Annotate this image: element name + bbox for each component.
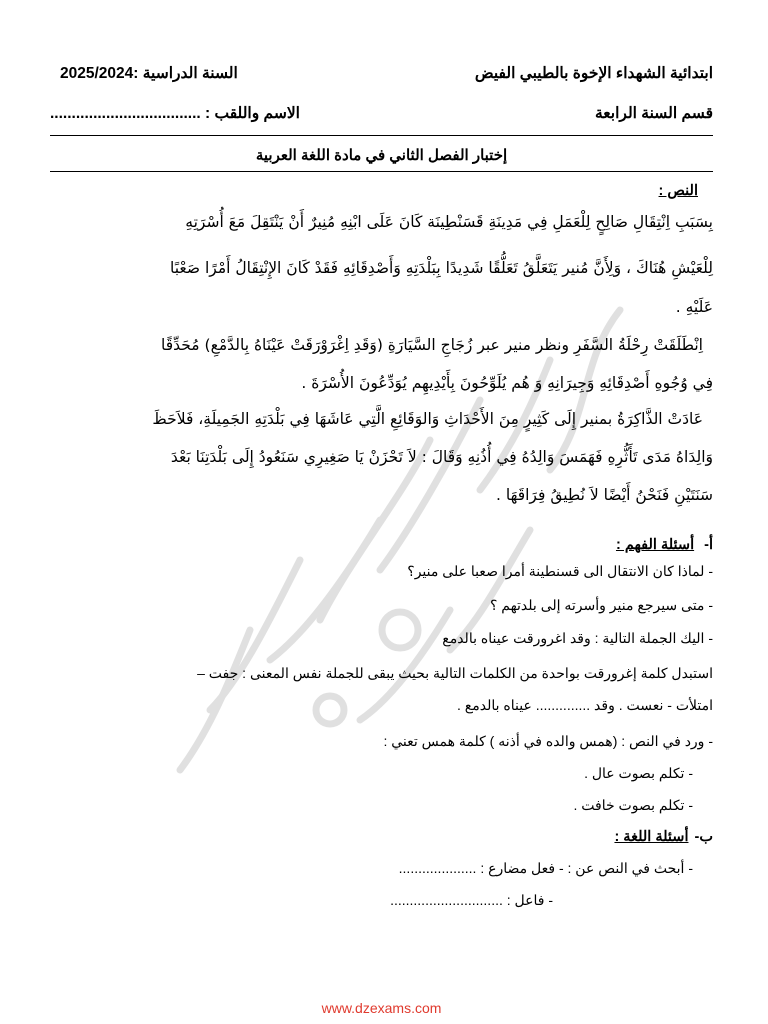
- language-header: [614, 829, 713, 845]
- text-line-4: اِنْطَلَقَتْ رِحْلَةُ السَّفَرِ ونظر منير عبر زُجَاجِ السَّيَارَةِ (وَقَدِ اِغْرَوْرَقَتْ عَيْنَاهُ بِالدَّمْعِ) مُحَدِّقًا: [161, 336, 703, 354]
- text-line-2: لِلْعَيْشِ هُنَاكَ ، وَلِأَنَّ مُنير يَتَعَلَّقُ تَعَلُّقًا شَدِيدًا بِبَلْدَتِهِ وَأَصْدِقَائِهِ فَقَدْ كَانَ الإِنْتِقَالُ أَمْرًا صَعْبًا: [170, 259, 713, 277]
- comprehension-option-1: - تكلم بصوت عال .: [584, 765, 693, 781]
- comprehension-question-4: - ورد في النص : (همس والده في أذنه ) كلمة همس تعني :: [383, 733, 713, 749]
- text-line-5: فِي وُجُوهِ أَصْدِقَائِهِ وَجِيرَانِهِ وَ هُم يُلَوِّحُونَ بِأَيْدِيهِم يُوَدِّعُونَ الأُسْرَةَ .: [301, 374, 713, 392]
- comprehension-question-3-instruction: استبدل كلمة إغرورقت بواحدة من الكلمات التالية بحيث يبقى للجملة نفس المعنى : جفت –: [197, 665, 713, 681]
- language-question-1: - أبحث في النص عن : - فعل مضارع : ....................: [398, 860, 693, 876]
- comprehension-heading: أسئلة الفهم :: [615, 537, 695, 553]
- comprehension-header: [616, 537, 713, 553]
- comprehension-question-1: - لماذا كان الانتقال الى قسنطينة أمرا صعبا على منير؟: [407, 563, 713, 579]
- comprehension-question-2: - متى سيرجع منير وأسرته إلى بلدتهم ؟: [489, 597, 713, 613]
- comprehension-option-2: - تكلم بصوت خافت .: [573, 797, 693, 813]
- language-heading: أسئلة اللغة :: [614, 829, 689, 845]
- class-label: قسم السنة الرابعة: [595, 105, 713, 122]
- footer-link[interactable]: www.dzexams.com: [321, 1000, 442, 1016]
- comprehension-question-3-options: امتلأت - نعست . وقد .............. عيناه بالدمع .: [457, 697, 713, 713]
- divider-bottom: [50, 171, 713, 172]
- language-question-2: - فاعل : .............................: [390, 892, 553, 908]
- text-line-8: سَنَتَيْنِ فَنَحْنُ أَيْضًا لاَ نُطِيقُ فِرَاقَهَا .: [496, 486, 713, 504]
- language-prefix: ب-: [694, 829, 713, 845]
- name-field: الاسم واللقب : ...................................: [50, 105, 300, 122]
- text-heading: النص :: [658, 183, 698, 199]
- exam-page: [50, 0, 713, 1024]
- school-year: السنة الدراسية :2025/2024: [60, 65, 238, 82]
- comprehension-question-3: - اليك الجملة التالية : وقد اغرورقت عيناه بالدمع: [442, 630, 713, 646]
- text-line-3: عَلَيْهِ .: [675, 298, 713, 316]
- school-name: ابتدائية الشهداء الإخوة بالطيبي الفيض: [474, 65, 713, 82]
- divider-top: [50, 135, 713, 136]
- comprehension-prefix: أ-: [704, 537, 713, 553]
- text-line-7: وَالِدَاهُ مَدَى تَأَثُّرِهِ فَهَمَسَ وَالِدُهُ فِي أُذُنِهِ وَقَالَ : لاَ تَحْزَنْ يَا صَغِيرِي سَنَعُودُ إِلَى بَلْدَتِنَا بَعْدَ: [170, 448, 713, 466]
- text-line-1: بِسَبَبِ اِنْتِقَالِ صَالِحٍ لِلْعَمَلِ فِي مَدِينَةِ قَسَنْطِينَة كَانَ عَلَى ابْنِهِ مُنِيرٌ أَنْ يَنْتَقِلَ مَعَ أُسْرَتِهِ: [185, 213, 713, 231]
- text-line-6: عَادَتْ الذَّاكِرَةُ بمنير إِلَى كَثِيرٍ مِنَ الأَحْدَاثِ وَالوَقَائِعِ الَّتِي عَاشَهَا فِي بَلْدَتِهِ الجَمِيلَةِ، فَلاَحَظَ: [152, 410, 703, 428]
- exam-title: إختبار الفصل الثاني في مادة اللغة العربية: [255, 147, 508, 164]
